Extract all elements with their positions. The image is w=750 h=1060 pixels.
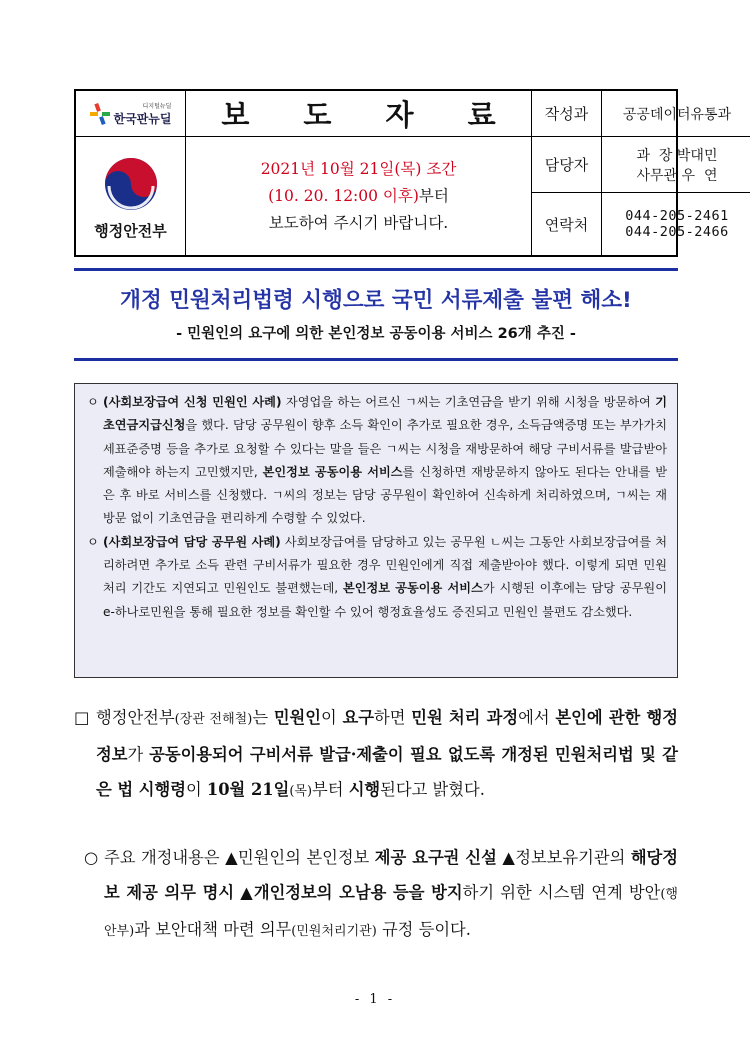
text: (민원처리기관) [291,924,377,939]
text: 가 [127,745,150,764]
text: 에서 [518,708,556,727]
contact-phone-2: 044-205-2466 [625,224,729,240]
case-emphasis: 기초연금지급신청 [103,395,667,433]
contact-phone-1: 044-205-2461 [625,208,729,224]
case-text: 사회보장급여를 담당하고 있는 공무원 ㄴ씨는 그동안 사회보장급여를 처리하려면 추가로 소득 관련 구비서류가 필요한 경우 민원인에게 직접 제출받아야 했다. 이렇게 되면 민원 처리 기간도 지연되고 민원인도 불편했는데, [103,534,668,596]
title-cell [186,91,532,137]
ministry-emblem-cell [76,137,186,255]
body-paragraph-1 [74,700,678,809]
square-bullet: □ [74,708,90,727]
text: ▲정보보유기관의 [496,848,631,867]
korean-new-deal-logo-cell [76,91,186,137]
text: (장관 전해철) [174,712,253,727]
text: 과 보안대책 마련 의무 [134,920,292,939]
sub-title: - 민원인의 요구에 의한 본인정보 공동이용 서비스 26개 추진 - [176,326,576,342]
manager-label: 담당자 [532,137,602,193]
emphasis: 10월 21일 [206,780,290,799]
text: 주요 개정내용은 ▲민원인의 본인정보 [104,848,375,867]
emphasis: 민원인 [273,708,322,727]
case-item [87,531,667,624]
text: (목) [289,784,313,799]
text: 하면 [374,708,412,727]
embargo-date: 2021년 10월 21일(목) 조간 [260,159,457,178]
case-emphasis: 본인정보 공동이용 서비스 [342,581,483,596]
case-text: 를 신청하면 재방문하지 않아도 된다는 안내를 받은 후 바로 서비스를 신청했다. ㄱ씨의 정보는 담당 공무원이 확인하여 신속하게 처리하였으며, ㄱ씨는 재방문 없이 기초연금을 편리하게 수령할 수 있었다. [103,464,667,526]
press-release-title: 보 도 자 료 [221,98,518,132]
korean-new-deal-logo [76,91,185,136]
case-text: 자영업을 하는 어르신 ㄱ씨는 기초연금을 받기 위해 시청을 방문하여 [281,395,656,409]
manager-line-1: 과 장 박대민 [636,147,718,164]
text: 하기 위한 시스템 연계 방안 [462,883,661,902]
ministry-name: 행정안전부 [94,221,167,240]
emphasis: 요구 [342,708,374,727]
contact-label: 연락처 [532,193,602,255]
emphasis: 개인정보의 오남용 등을 방지 [253,883,463,902]
emphasis: 시행 [348,780,381,799]
case-head: (사회보장급여 신청 민원인 사례) [103,395,282,409]
case-bullet: ㅇ [87,534,99,549]
text: 행정안전부 [96,708,175,727]
emphasis: 공동이용되어 구비서류 발급·제출이 필요 없도록 개정된 민원처리법 및 같은 법 시행령 [96,745,678,799]
emphasis: 민원 처리 과정 [411,708,519,727]
body-paragraph-2 [74,840,678,949]
logo-title: 한국판뉴딜 [113,111,172,126]
embargo-request: 보도하여 주시기 바랍니다. [268,213,449,232]
embargo-time-suffix: 부터 [418,186,449,205]
title-top-rule [74,268,678,271]
emphasis: 해당정보 제공 의무 명시 [104,848,679,902]
text: (행안부) [104,887,678,939]
emphasis: 본인에 관한 행정정보 [96,708,679,764]
new-deal-mark-icon [90,103,110,125]
text: 는 [252,708,274,727]
case-head: (사회보장급여 담당 공무원 사례) [103,534,281,549]
contact-value [602,193,750,255]
author-value: 공공데이터유통과 [602,91,750,137]
author-label: 작성과 [532,91,602,137]
embargo-time: (10. 20. 12:00 이후) [268,186,419,205]
page-number: - 1 - [354,992,396,1007]
case-item [87,391,667,531]
text: 규정 등이다. [376,920,471,939]
case-text: 을 했다. 담당 공무원이 향후 소득 확인이 추가로 필요한 경우, 소득금액증명 또는 부가가치세표준증명 등을 추가로 요청할 수 있다는 말을 들은 ㄱ씨는 시청을 재방문하여 해당 구비서류를 발급받아 제출해야 하는지 고민했지만, [103,418,667,479]
emphasis: 제공 요구권 신설 [374,848,497,867]
circle-bullet: ○ [84,848,99,867]
taegeuk-emblem-icon [99,152,163,216]
case-text: 가 시행된 이후에는 담당 공무원이 e-하나로민원을 통해 필요한 정보를 확인할 수 있어 행정효율성도 증진되고 민원인 불편도 감소했다. [103,581,667,619]
manager-value [602,137,750,193]
text: 이 [185,780,207,799]
text: ▲ [234,883,254,902]
title-bottom-rule [74,358,678,361]
text: 된다고 밝혔다. [380,780,485,799]
case-bullet: ㅇ [87,395,99,409]
press-release-header-table [74,89,732,257]
text: 이 [321,708,343,727]
text: 부터 [312,780,349,799]
case-emphasis: 본인정보 공동이용 서비스 [262,464,403,479]
main-title: 개정 민원처리법령 시행으로 국민 서류제출 불편 해소! [120,288,632,313]
manager-line-2: 사무관 우 연 [636,167,718,184]
logo-subtitle: 디지털뉴딜 [142,102,172,110]
embargo-time-line [268,183,449,210]
case-examples-box [74,383,678,678]
embargo-cell [186,137,532,255]
